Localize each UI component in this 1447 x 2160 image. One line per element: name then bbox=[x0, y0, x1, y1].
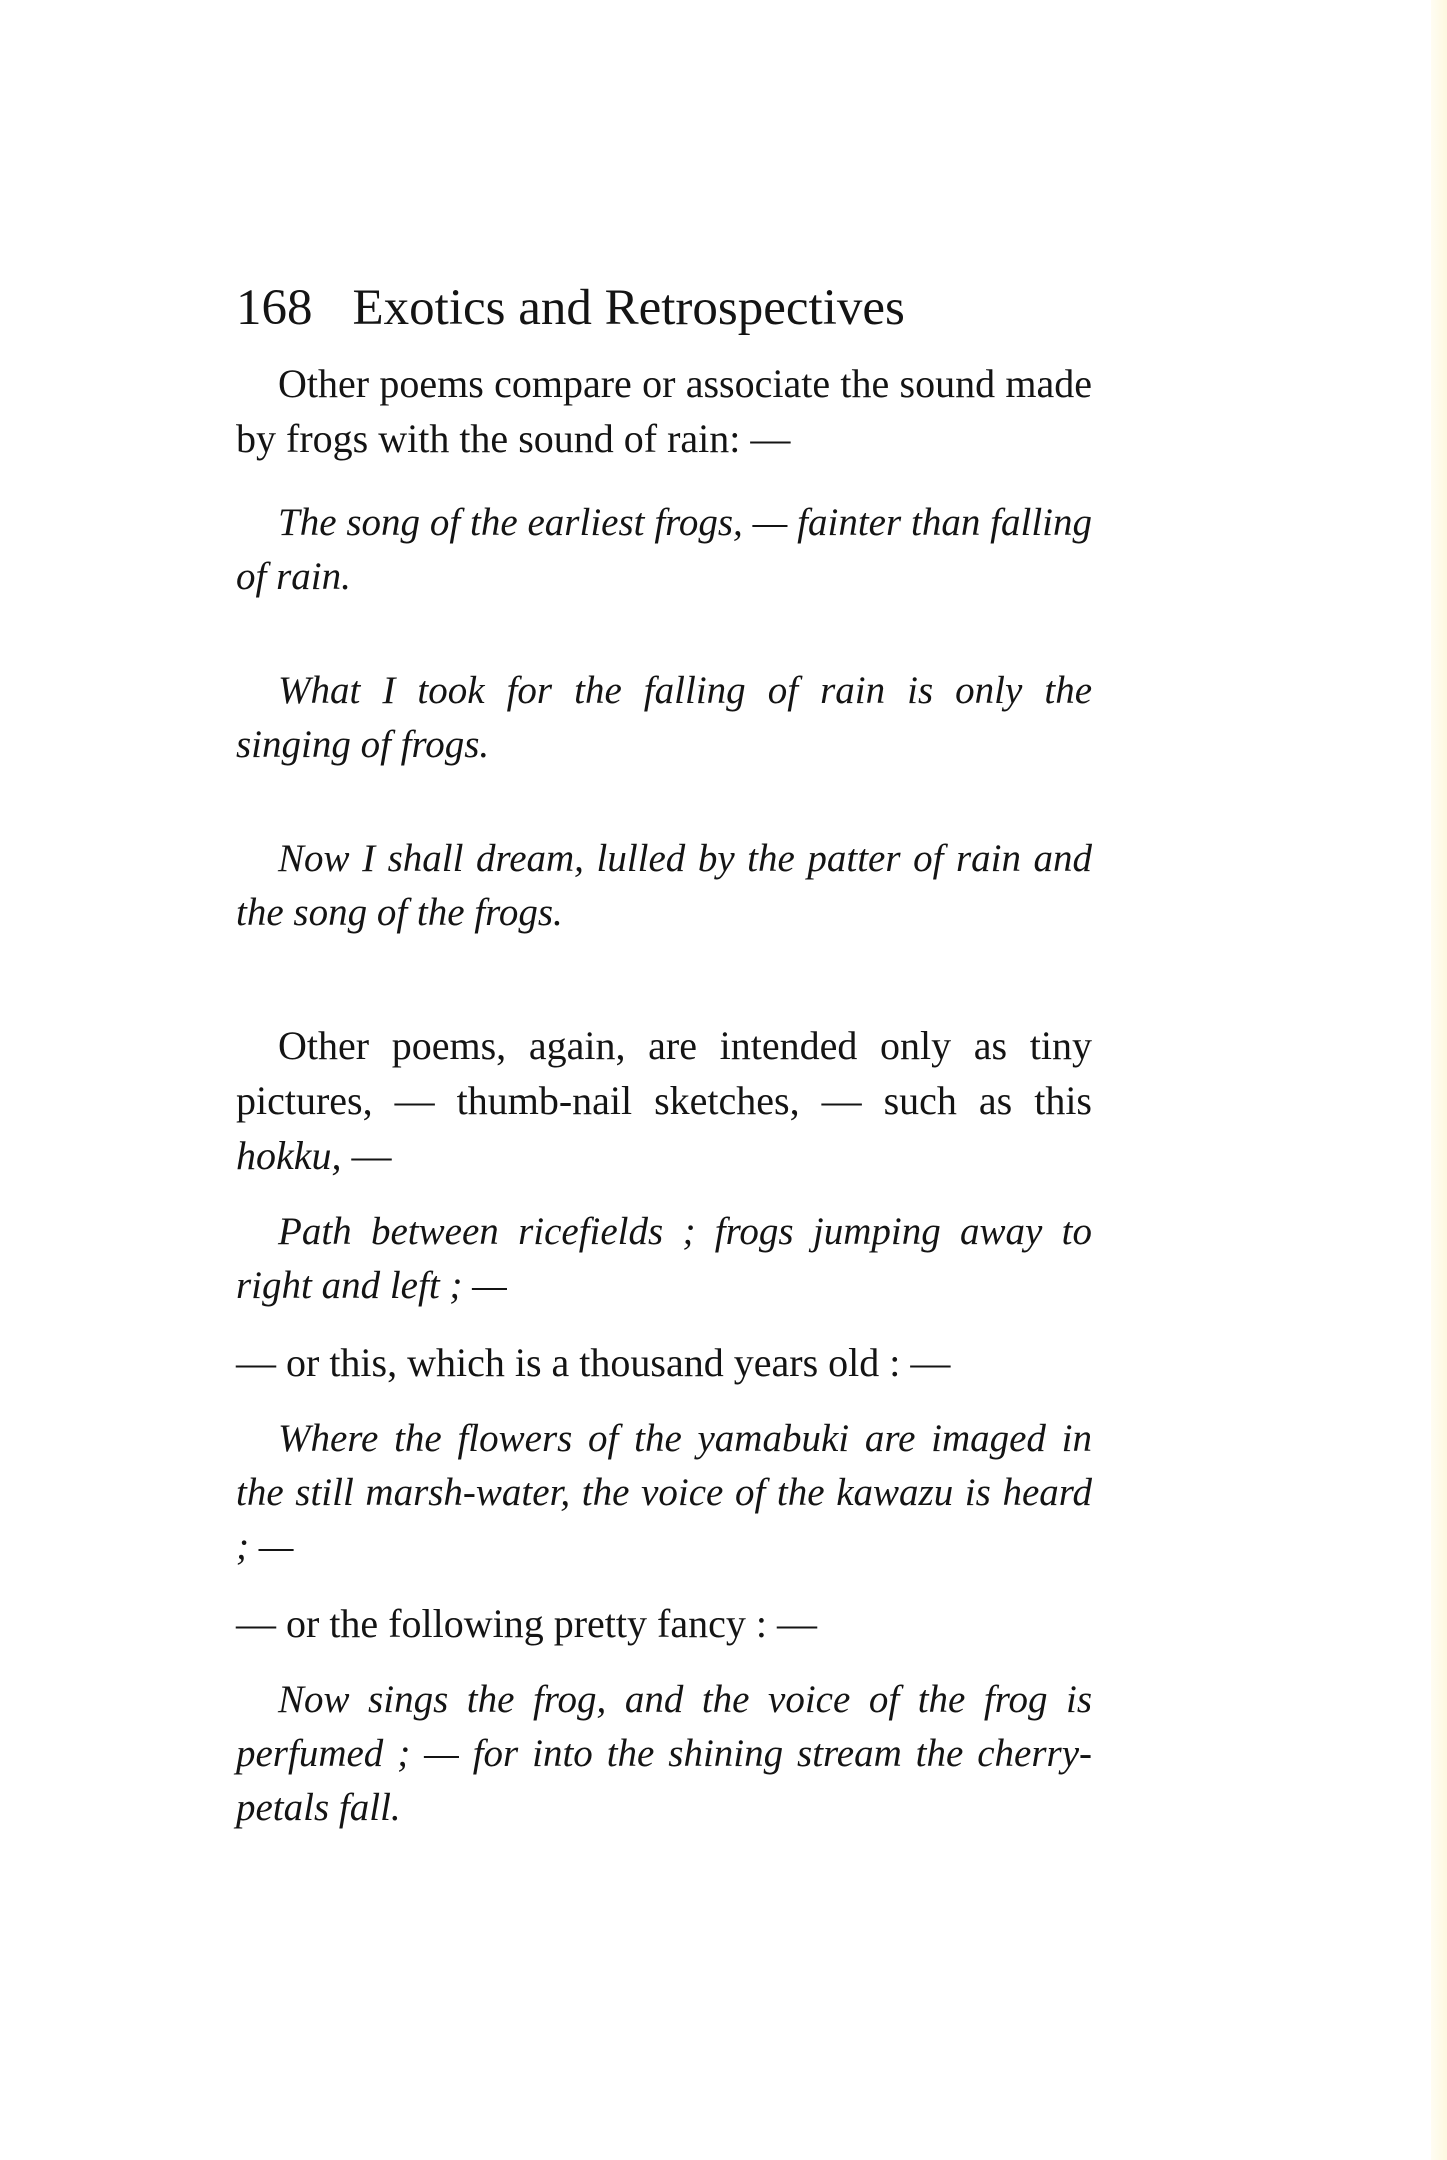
verse-path-between-ricefields: Path between ricefields ; frogs jumping away to right and left ; — bbox=[236, 1210, 1092, 1307]
paragraph-tiny-pictures-text: Other poems, again, are intended only as tiny pictures, — thumb-nail sketches, — such as this bbox=[236, 1023, 1092, 1123]
page-number: 168 bbox=[236, 280, 313, 336]
verse-yamabuki: Where the flowers of the yamabuki are imaged in the still marsh-water, the voice of the kawazu is heard ; — bbox=[236, 1417, 1092, 1568]
verse-cherry-petals: Now sings the frog, and the voice of the frog is perfumed ; — for into the shining stream the cherry-petals fall. bbox=[236, 1678, 1092, 1829]
paragraph-frogs-and-rain: Other poems compare or associate the sound made by frogs with the sound of rain: — bbox=[236, 361, 1092, 461]
running-title: Exotics and Retrospectives bbox=[352, 280, 905, 336]
paragraph-tiny-pictures bbox=[236, 1018, 1092, 1183]
verse-earliest-frogs: The song of the earliest frogs, — fainter than falling of rain. bbox=[236, 501, 1092, 598]
text-block bbox=[236, 268, 1092, 1835]
verse-lulled-by-rain: Now I shall dream, lulled by the patter of rain and the song of the frogs. bbox=[236, 837, 1092, 934]
running-head bbox=[236, 268, 1092, 348]
verse-falling-of-rain: What I took for the falling of rain is only the singing of frogs. bbox=[236, 669, 1092, 766]
paragraph-pretty-fancy: — or the following pretty fancy : — bbox=[236, 1601, 817, 1646]
paragraph-thousand-years-old: — or this, which is a thousand years old : — bbox=[236, 1340, 951, 1385]
hokku-term: hokku, bbox=[236, 1133, 342, 1178]
paragraph-tiny-pictures-tail: — bbox=[341, 1133, 392, 1178]
page-edge-shading bbox=[1431, 0, 1447, 2160]
